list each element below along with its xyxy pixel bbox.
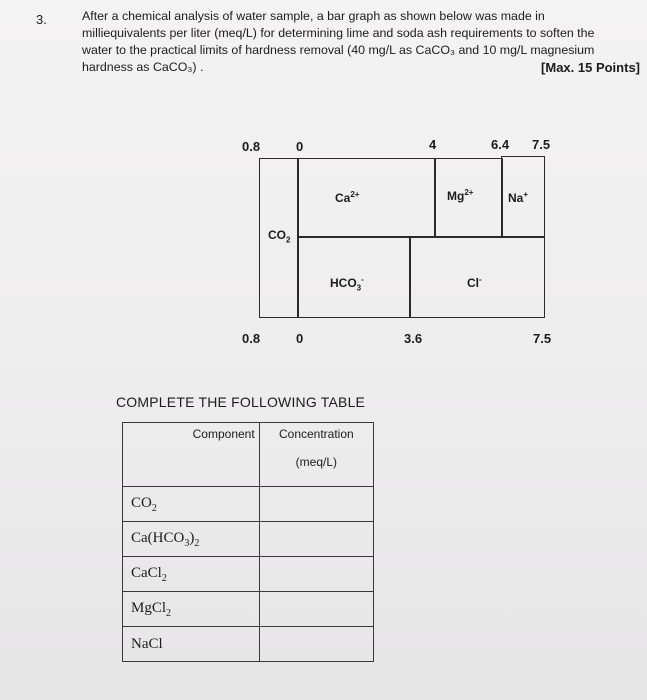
question-line-3: water to the practical limits of hardness removal (40 mg/L as CaCO₃ and 10 mg/L magnesium — [82, 43, 595, 57]
table-row — [123, 487, 374, 522]
table-row — [123, 522, 374, 557]
component-cell: $CO_2$ — [123, 487, 260, 522]
mg-ion-label: $Mg^{2+}$ — [447, 188, 474, 203]
max-points: [Max. 15 Points] — [541, 60, 640, 75]
top-scale-4: 7.5 — [532, 137, 551, 152]
ca-box — [297, 158, 436, 238]
hco3-ion-label: $HCO_3^-$ — [330, 275, 364, 293]
component-cell: NaCl — [123, 627, 260, 662]
header-concentration — [259, 423, 373, 487]
header-unit: (meq/L) — [295, 455, 338, 469]
table-row — [123, 592, 374, 627]
component-cell: MgCl$_2$ — [123, 592, 260, 627]
table-instruction: COMPLETE THE FOLLOWING TABLE — [116, 394, 366, 410]
question-text — [82, 8, 642, 76]
question-line-2: milliequivalents per liter (meq/L) for determining lime and soda ash requirements to soften the — [82, 26, 595, 40]
answer-table — [122, 422, 374, 662]
question-number: 3. — [36, 12, 47, 27]
table-header-row — [123, 423, 374, 487]
concentration-cell[interactable] — [259, 522, 373, 557]
question-line-1: After a chemical analysis of water sample, a bar graph as shown below was made in — [82, 9, 545, 23]
question-line-4 — [82, 59, 642, 76]
concentration-cell[interactable] — [259, 487, 373, 522]
question-line-4-text: hardness as CaCO₃) . — [82, 60, 204, 74]
bottom-scale-0: 0.8 — [242, 331, 261, 346]
concentration-cell[interactable] — [259, 627, 373, 662]
cl-ion-label: Cl- — [467, 275, 482, 290]
top-scale-0: 0.8 — [242, 139, 261, 154]
co2-ion-label: $CO_2$ — [268, 228, 291, 245]
bottom-scale-3: 7.5 — [533, 331, 552, 346]
component-cell: CaCl$_2$ — [123, 557, 260, 592]
na-ion-label: Na+ — [508, 190, 529, 205]
header-component: Component — [123, 423, 260, 487]
header-concentration-label: Concentration — [278, 427, 354, 441]
concentration-cell[interactable] — [259, 592, 373, 627]
component-cell: $Ca(HCO_3)_2$ — [123, 522, 260, 557]
top-scale-2: 4 — [429, 137, 437, 152]
table-row — [123, 627, 374, 662]
top-scale-1: 0 — [296, 139, 304, 154]
top-scale-3: 6.4 — [491, 137, 510, 152]
table-row — [123, 557, 374, 592]
bottom-scale-2: 3.6 — [404, 331, 423, 346]
ca-ion-label: $Ca^{2+}$ — [335, 190, 360, 205]
concentration-cell[interactable] — [259, 557, 373, 592]
bottom-scale-1: 0 — [296, 331, 304, 346]
